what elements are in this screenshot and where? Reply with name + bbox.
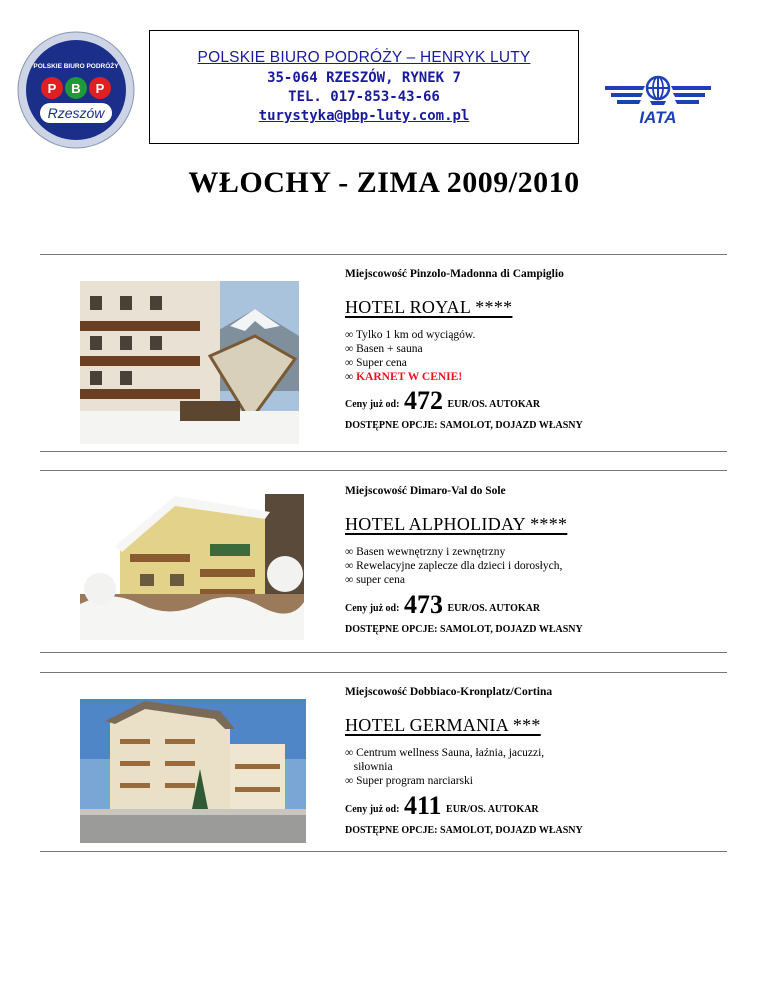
agency-email-link[interactable]: turystyka@pbp-luty.com.pl bbox=[258, 108, 470, 124]
highlight-text: KARNET W CENIE! bbox=[356, 371, 463, 383]
logo-letter-1: P bbox=[47, 81, 57, 96]
offer-royal bbox=[345, 268, 725, 431]
price-line: Ceny już od: 411 EUR/OS. AUTOKAR bbox=[345, 791, 539, 820]
feature-item: siłownia bbox=[345, 761, 393, 773]
offer-germania bbox=[345, 686, 725, 836]
feature-item: ∞ Basen wewnętrzny i zewnętrzny bbox=[345, 546, 506, 558]
iata-logo bbox=[603, 68, 713, 128]
price-line: Ceny już od: 473 EUR/OS. AUTOKAR bbox=[345, 590, 541, 619]
agency-address: 35-064 RZESZÓW, RYNEK 7 bbox=[267, 70, 461, 86]
feature-item: ∞ Rewelacyjne zaplecze dla dzieci i dorosłych, bbox=[345, 560, 563, 572]
hotel-royal-photo bbox=[80, 281, 299, 444]
feature-item: ∞ Centrum wellness Sauna, łaźnia, jacuzzi, bbox=[345, 747, 545, 759]
agency-name: POLSKIE BIURO PODRÓŻY – HENRYK LUTY bbox=[197, 49, 531, 66]
available-options: DOSTĘPNE OPCJE: SAMOLOT, DOJAZD WŁASNY bbox=[345, 624, 583, 635]
pbp-logo bbox=[16, 30, 136, 150]
agency-phone: TEL. 017-853-43-66 bbox=[288, 89, 440, 105]
offer-alpholiday bbox=[345, 485, 725, 635]
hotel-alpholiday-photo bbox=[80, 494, 304, 640]
hotel-name: HOTEL GERMANIA *** bbox=[345, 715, 541, 735]
price-value: 411 bbox=[403, 791, 442, 820]
price-value: 473 bbox=[403, 590, 443, 619]
divider bbox=[40, 672, 727, 673]
price-value: 472 bbox=[403, 386, 443, 415]
divider bbox=[40, 451, 727, 452]
feature-item: ∞ Super program narciarski bbox=[345, 775, 473, 787]
divider bbox=[40, 652, 727, 653]
iata-label: IATA bbox=[639, 108, 677, 127]
page-title: WŁOCHY - ZIMA 2009/2010 bbox=[188, 166, 580, 199]
hotel-germania-photo bbox=[80, 699, 306, 843]
feature-item: ∞ Basen + sauna bbox=[345, 343, 423, 355]
agency-contact-box bbox=[149, 30, 579, 144]
hotel-name: HOTEL ROYAL **** bbox=[345, 297, 513, 317]
available-options: DOSTĘPNE OPCJE: SAMOLOT, DOJAZD WŁASNY bbox=[345, 420, 583, 431]
logo-letter-2: B bbox=[71, 81, 81, 96]
offer-location: Miejscowość Pinzolo-Madonna di Campiglio bbox=[345, 268, 564, 280]
feature-item: ∞ Tylko 1 km od wyciągów. bbox=[345, 329, 476, 341]
divider bbox=[40, 470, 727, 471]
offer-location: Miejscowość Dobbiaco-Kronplatz/Cortina bbox=[345, 686, 553, 698]
feature-item: ∞ Super cena bbox=[345, 357, 407, 369]
logo-letter-3: P bbox=[95, 81, 105, 96]
divider bbox=[40, 851, 727, 852]
logo-city: Rzeszów bbox=[47, 105, 105, 121]
feature-item-highlight: ∞ KARNET W CENIE! bbox=[345, 371, 463, 383]
divider bbox=[40, 254, 727, 255]
logo-top-text: POLSKIE BIURO PODRÓŻY bbox=[33, 63, 119, 70]
feature-item: ∞ super cena bbox=[345, 574, 405, 586]
available-options: DOSTĘPNE OPCJE: SAMOLOT, DOJAZD WŁASNY bbox=[345, 825, 583, 836]
offer-location: Miejscowość Dimaro-Val do Sole bbox=[345, 485, 506, 497]
price-line: Ceny już od: 472 EUR/OS. AUTOKAR bbox=[345, 386, 541, 415]
hotel-name: HOTEL ALPHOLIDAY **** bbox=[345, 514, 568, 534]
